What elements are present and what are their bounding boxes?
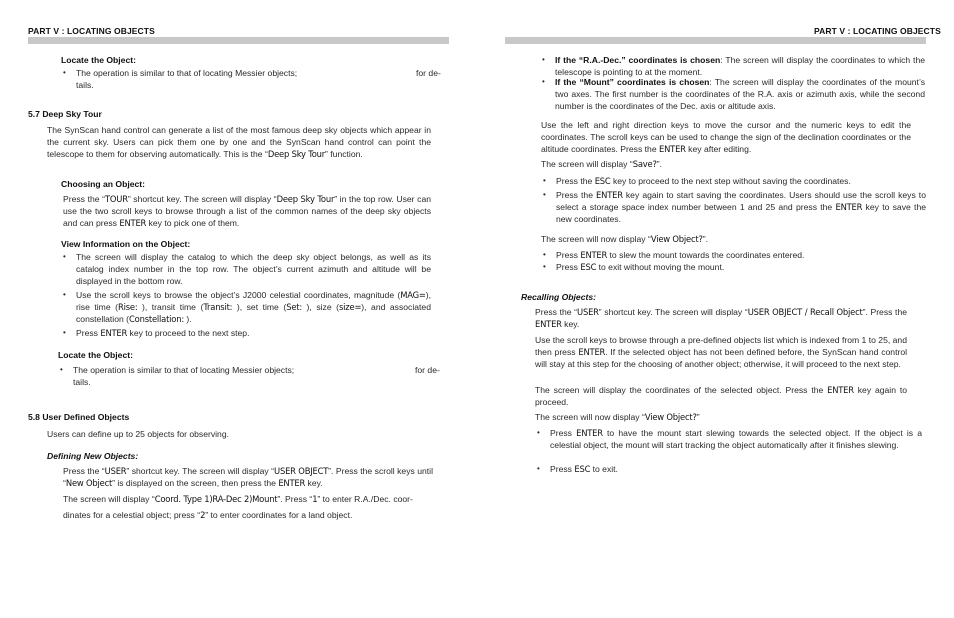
user-defined-intro: Users can define up to 25 objects for observing. — [47, 429, 230, 439]
locate-heading-2: Locate the Object: — [58, 350, 133, 360]
view-bullet-2: • Use the scroll keys to browse the object’s J2000 celestial coordinates, magnitude (MAG=), rise time (Rise: ), transit time (Transit: ), set time (Set: ), size (size=), and associated constellation (Constellation: ). — [61, 289, 431, 325]
defining-text-3: dinates for a celestial object; press “2” to enter coordinates for a land object. — [63, 510, 353, 520]
recall-paragraph-1: Press the “USER” shortcut key. The screen will display “USER OBJECT / Recall Object”. Press the ENTER key. — [535, 307, 907, 329]
view-bullet-esc: • Press ESC to exit without moving the mount. — [541, 261, 926, 273]
radec-bullet: • If the “R.A.-Dec.” coordinates is chosen: The screen will display the coordinates to which the telescope is pointing to at the moment. — [540, 54, 925, 78]
save-bullet-1: • Press the ESC key to proceed to the next step without saving the coordinates. — [541, 175, 926, 187]
view-bullet-3: • Press ENTER key to proceed to the next step. — [61, 327, 431, 339]
view-bullet-1: • The screen will display the catalog to which the deep sky object belongs, as well as its catalog index number in the top row. The object’s current azimuth and altitude will be displayed in the bottom row. — [61, 251, 431, 287]
defining-heading: Defining New Objects: — [47, 451, 139, 461]
page-header-right: PART V : LOCATING OBJECTS — [814, 26, 941, 36]
defining-text-2: The screen will display “Coord. Type 1)RA-Dec 2)Mount”. Press “1” to enter R.A./Dec. coor- — [63, 494, 413, 504]
locate-bullet-1: • The operation is similar to that of locating Messier objects; for de- tails. — [61, 67, 446, 91]
recall-bullet-esc: • Press ESC to exit. — [535, 463, 922, 475]
recall-bullet-enter: • Press ENTER to have the mount start slewing towards the selected object. If the object is a celestial object, the mount will start tracking the object automatically after it finishes slewing. — [535, 427, 922, 451]
view-bullet-enter: • Press ENTER to slew the mount towards the coordinates entered. — [541, 249, 926, 261]
mount-bullet: • If the “Mount” coordinates is chosen: The screen will display the coordinates of the mount’s two axes. The first number is the coordinates of the R.A. axis or azimuth axis, while the second number is the coordinates of the Dec. axis or altitude axis. — [540, 76, 925, 112]
save-bullet-2: • Press the ENTER key again to start saving the coordinates. Users should use the scroll keys to select a storage space index number between 1 and 25 and press the ENTER key to save the new coordinates. — [541, 189, 926, 225]
view-object-paragraph: The screen will now display “View Object?”. — [541, 234, 708, 244]
view-info-heading: View Information on the Object: — [61, 239, 191, 249]
page-header-left: PART V : LOCATING OBJECTS — [28, 26, 155, 36]
edit-paragraph: Use the left and right direction keys to move the cursor and the numeric keys to edit the coordinates. The scroll keys can be used to change the sign of the declination coordinates or the altitude coordinates. Press the ENTER key after editing. — [541, 120, 911, 154]
locate-bullet-2: • The operation is similar to that of locating Messier objects; for de- tails. — [58, 364, 443, 388]
recall-paragraph-4: The screen will now display “View Object?” — [535, 412, 700, 422]
locate-heading-1: Locate the Object: — [61, 55, 136, 65]
choosing-heading: Choosing an Object: — [61, 179, 146, 189]
deep-sky-intro: The SynScan hand control can generate a list of the most famous deep sky objects which appear in the current sky. Users can pick them one by one and the SynScan hand control can point the telescope to them for observing automatically. This is the “Deep Sky Tour” function. — [47, 125, 431, 159]
section-heading-5-8: 5.8 User Defined Objects — [28, 412, 130, 422]
header-bar-left — [28, 37, 449, 44]
defining-text-1: Press the “USER” shortcut key. The screen will display “USER OBJECT”. Press the scroll keys until “New Object” is displayed on the screen, then press the ENTER key. — [63, 466, 434, 488]
recall-paragraph-3: The screen will display the coordinates of the selected object. Press the ENTER key again to proceed. — [535, 385, 907, 407]
header-bar-right — [505, 37, 926, 44]
right-page — [477, 0, 954, 618]
section-heading-5-7: 5.7 Deep Sky Tour — [28, 109, 102, 119]
save-paragraph: The screen will display “Save?”. — [541, 159, 662, 169]
recall-paragraph-2: Use the scroll keys to browse through a pre-defined objects list which is indexed from 1 to 25, and then press ENTER. If the selected object has not been defined before, the SynScan hand control will stay at this step for the choosing of another object; otherwise, it will proceed to the next step. — [535, 335, 908, 369]
choosing-text: Press the “TOUR” shortcut key. The screen will display “Deep Sky Tour” in the top row. User can use the two scroll keys to browse through a list of the common names of the deep sky objects and can press ENTER key to pick one of them. — [63, 194, 432, 228]
recalling-heading: Recalling Objects: — [521, 292, 596, 302]
